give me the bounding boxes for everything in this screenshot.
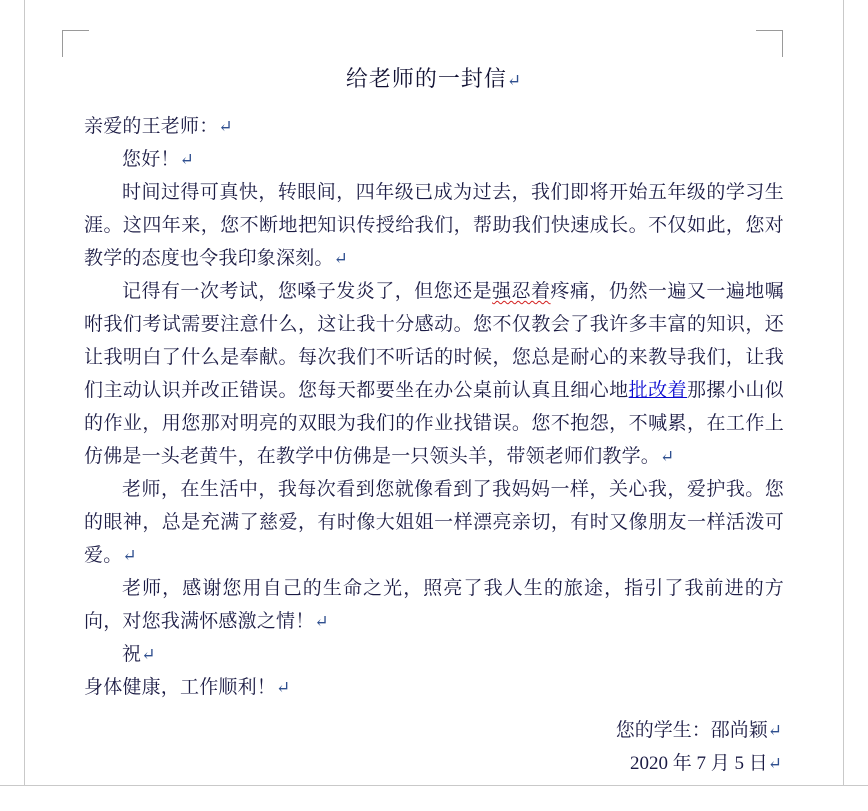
salutation-text: 亲爱的王老师： — [84, 116, 219, 137]
page-edge-left — [24, 0, 25, 785]
paragraph-mark-icon: ↵ — [333, 249, 349, 268]
body2-part-b: 疼痛，仍然一遍又一遍地嘱咐我们考试需要注意什么，这让我十分感动。您不仅教会了我许多丰富的知识，还让我明白了什么是奉献。每次我们不听话的时候，您总是耐心的来教导我们，让我们主动认识并改正错误。您每天都要坐在办公桌前认真且细心地 — [84, 281, 784, 401]
signature-name-text: 您的学生：邵尚颖 — [615, 720, 768, 741]
paragraph-body-3 — [84, 473, 784, 572]
page-edge-right — [843, 0, 844, 785]
paragraph-mark-icon: ↵ — [506, 71, 523, 90]
paragraph-mark-icon: ↵ — [767, 754, 782, 773]
page-bottom-band — [0, 785, 868, 811]
signature-name-line — [84, 714, 784, 747]
paragraph-closing-2 — [84, 671, 784, 704]
paragraph-mark-icon: ↵ — [660, 447, 675, 466]
body1-text: 时间过得可真快，转眼间，四年级已成为过去，我们即将开始五年级的学习生涯。这四年来，您不断地把知识传授给我们，帮助我们快速成长。不仅如此，您对教学的态度也令我印象深刻。 — [84, 182, 784, 269]
closing2-text: 身体健康，工作顺利！ — [84, 677, 277, 698]
document-title — [84, 62, 784, 98]
body4-text: 老师，感谢您用自己的生命之光，照亮了我人生的旅途，指引了我前进的方向，对您我满怀感激之情！ — [84, 578, 784, 632]
signature-spacer — [84, 704, 784, 714]
margin-mark-top-right — [756, 30, 783, 57]
title-text: 给老师的一封信 — [345, 66, 507, 91]
closing1-text: 祝 — [122, 644, 142, 665]
hyperlink-text[interactable]: 批改着 — [628, 380, 687, 401]
paragraph-mark-icon: ↵ — [122, 546, 137, 565]
signature-date-line — [84, 747, 784, 780]
margin-mark-top-left — [62, 30, 89, 57]
paragraph-body-4 — [84, 572, 784, 638]
paragraph-mark-icon: ↵ — [218, 117, 233, 136]
spellcheck-underlined-text: 强忍着 — [492, 281, 551, 302]
paragraph-mark-icon: ↵ — [141, 645, 156, 664]
greeting-text: 您好！ — [122, 149, 180, 170]
paragraph-body-1 — [84, 176, 784, 275]
signature-date-text: 2020 年 7 月 5 日 — [629, 753, 768, 774]
paragraph-mark-icon: ↵ — [276, 678, 291, 697]
paragraph-mark-icon: ↵ — [179, 150, 195, 169]
paragraph-mark-icon: ↵ — [767, 721, 782, 740]
body2-part-c: 那摞小山似的作业，用您那对明亮的双眼为我们的作业找错误。您不抱怨，不喊累，在工作上仿佛是一头老黄牛，在教学中仿佛是一只领头羊，带领老师们教学。 — [84, 380, 784, 467]
paragraph-body-2 — [84, 275, 784, 473]
paragraph-greeting — [84, 143, 784, 176]
body3-text: 老师，在生活中，我每次看到您就像看到了我妈妈一样，关心我，爱护我。您的眼神，总是充满了慈爱，有时像大姐姐一样漂亮亲切，有时又像朋友一样活泼可爱。 — [84, 479, 784, 566]
body2-part-a: 记得有一次考试，您嗓子发炎了，但您还是强忍着 — [122, 281, 551, 302]
document-body[interactable] — [84, 62, 784, 780]
paragraph-mark-icon: ↵ — [314, 612, 329, 631]
paragraph-salutation — [84, 110, 784, 143]
paragraph-closing-1 — [84, 638, 784, 671]
